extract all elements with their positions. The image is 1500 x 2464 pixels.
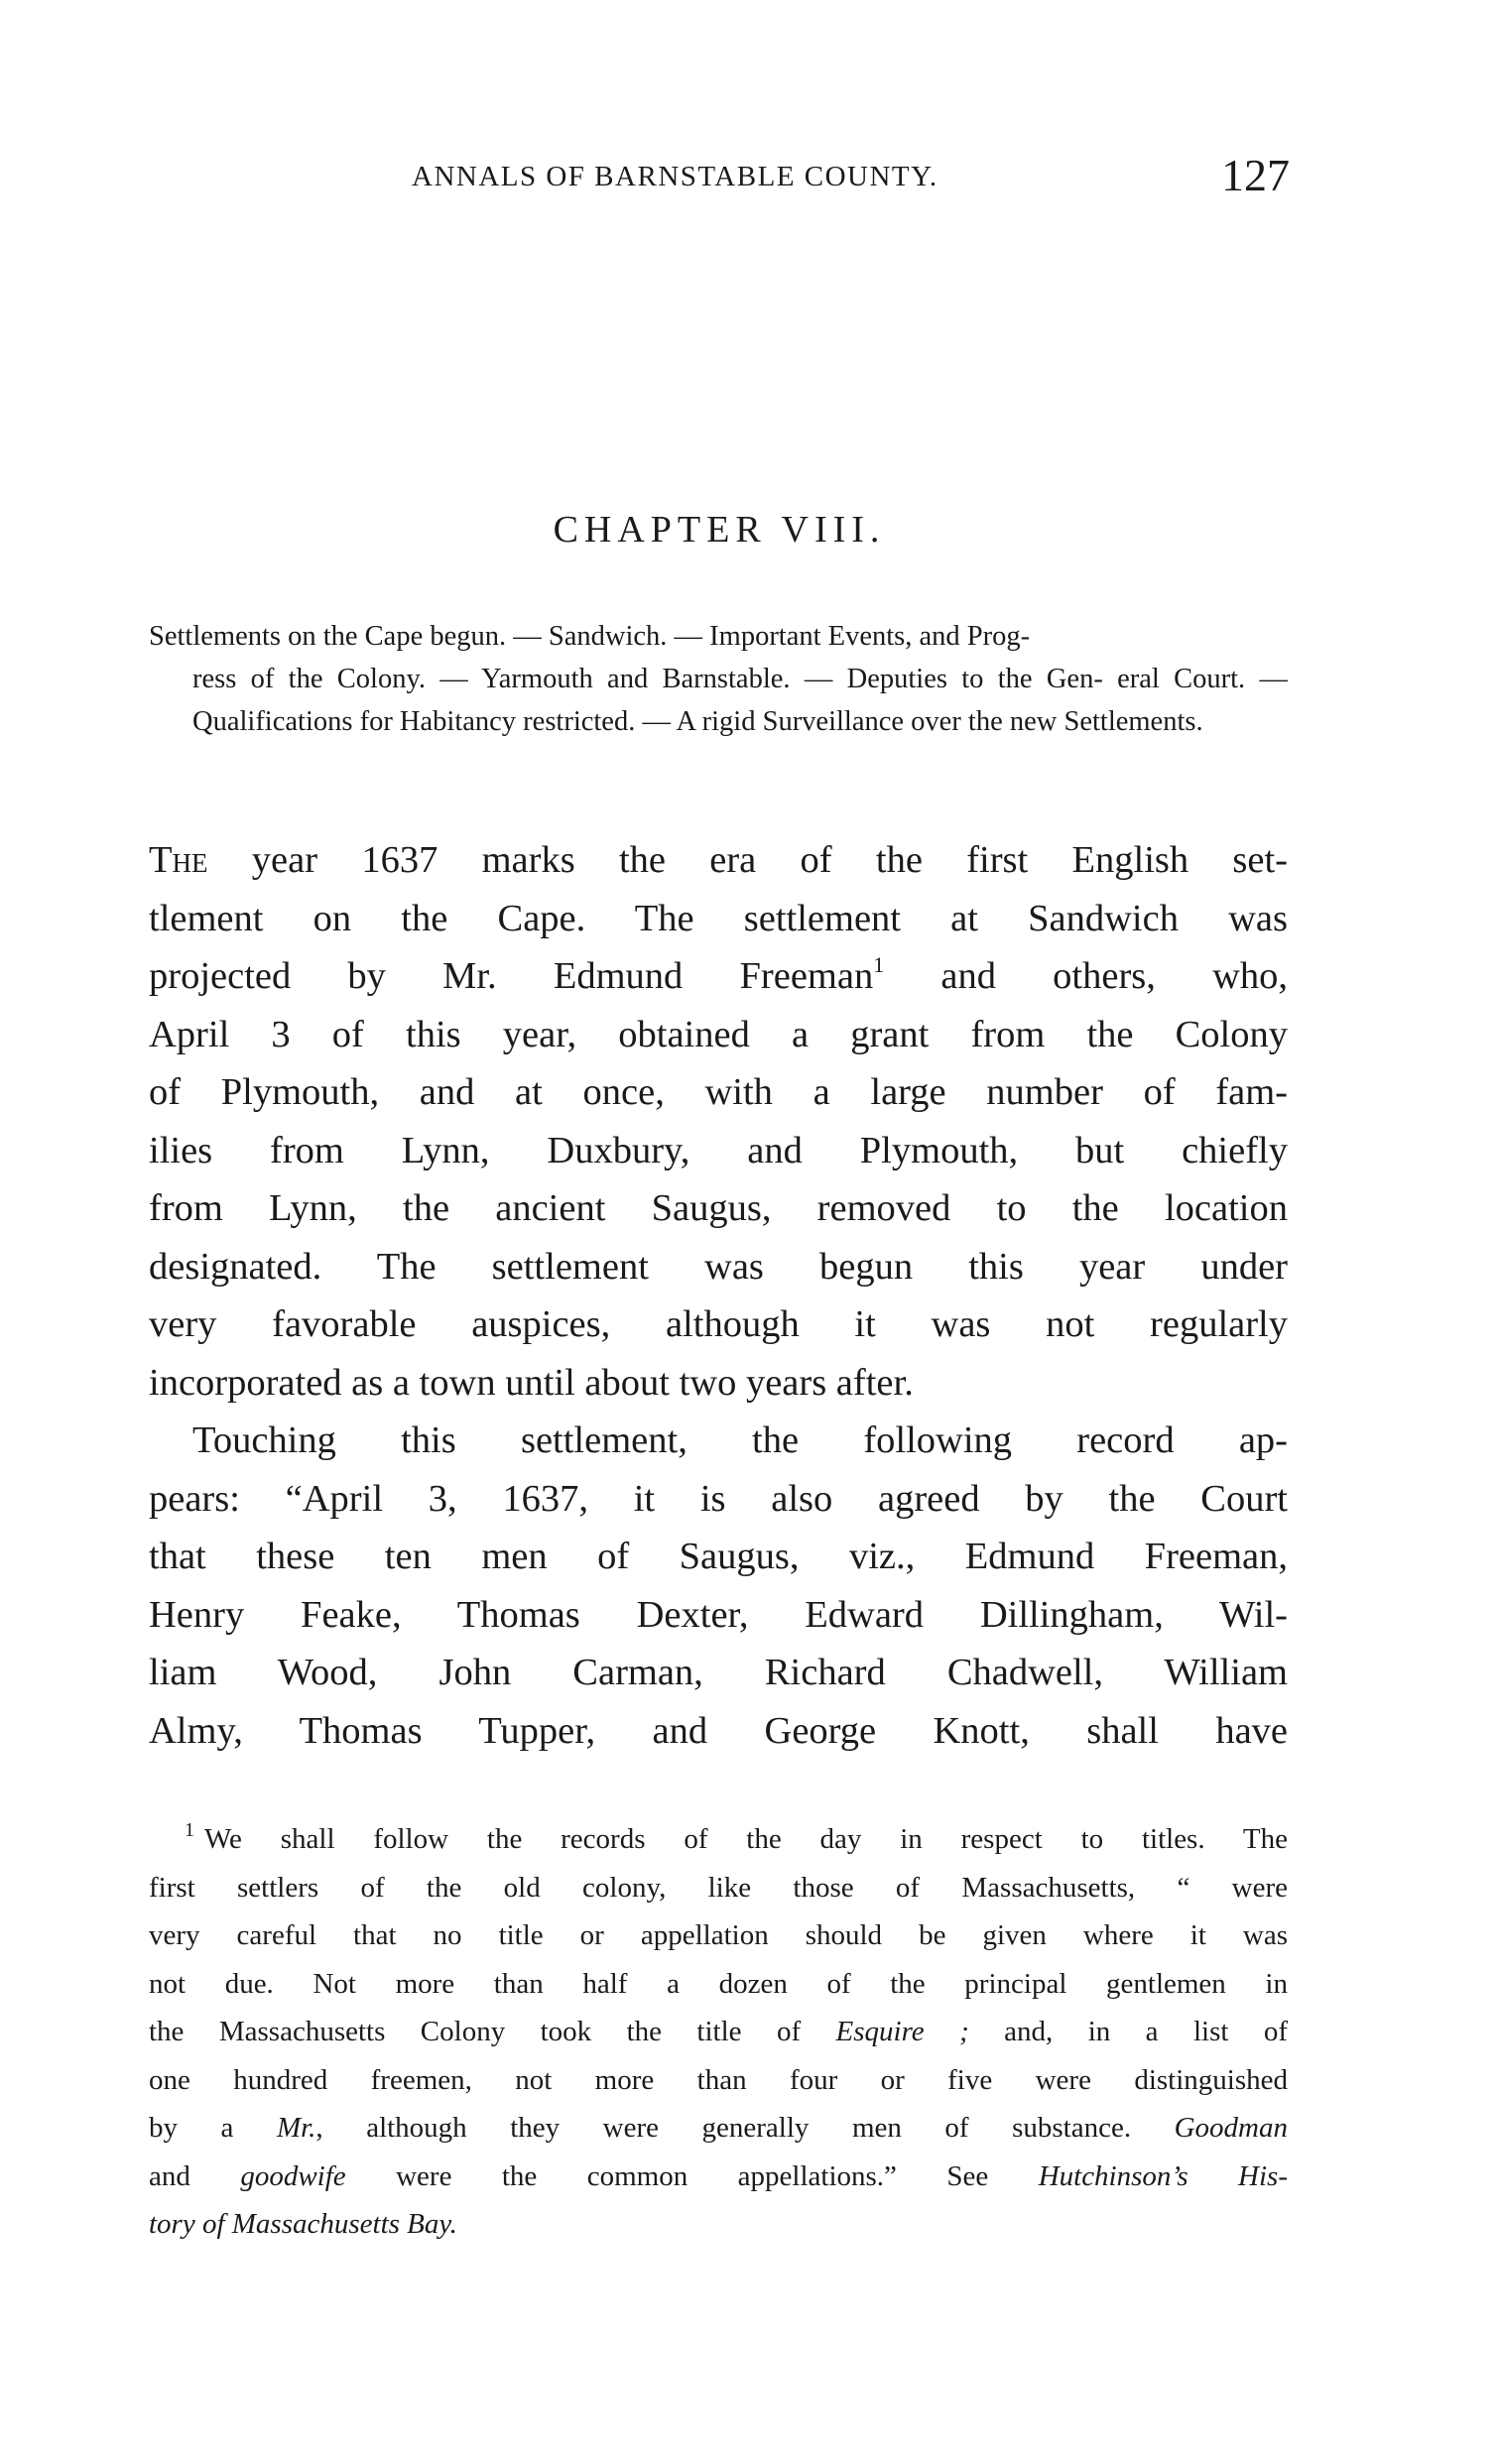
body-line: Henry Feake, Thomas Dexter, Edward Dillingham, Wil- xyxy=(149,1593,1288,1636)
body-text xyxy=(149,831,1288,1760)
body-line: incorporated as a town until about two years after. xyxy=(149,1361,914,1404)
footnote-italic-text: Hutchinson’s His- xyxy=(1038,2159,1288,2192)
opening-word: The xyxy=(149,839,208,881)
chapter-heading: CHAPTER VIII. xyxy=(553,509,886,551)
summary-continuation xyxy=(149,658,1288,743)
footnote-line: not due. Not more than half a dozen of the principal gentlemen in xyxy=(149,1967,1288,2000)
footnote-line xyxy=(149,1815,1288,1864)
footnote-line xyxy=(149,2104,1288,2153)
body-line: very favorable auspices, although it was not regularly xyxy=(149,1303,1288,1345)
body-line: liam Wood, John Carman, Richard Chadwell, William xyxy=(149,1652,1288,1693)
body-line: designated. The settlement was begun this year under xyxy=(149,1245,1288,1288)
body-line-text: projected by Mr. Edmund Freeman xyxy=(149,955,874,997)
footnote-line: first settlers of the old colony, like those of Massachusetts, “ were xyxy=(149,1871,1288,1904)
footnote-italic-text: tory of Massachusetts Bay. xyxy=(149,2208,457,2240)
running-head xyxy=(149,149,1290,208)
footnote-line-text: and, in a list of xyxy=(968,2016,1288,2047)
footnote-line xyxy=(149,2153,1288,2201)
summary-line-text: over the new Settlements. xyxy=(911,706,1203,737)
body-line: tlement on the Cape. The settlement at Sandwich was xyxy=(149,897,1288,939)
footnote-line-text: We shall follow the records of the day in respect to titles. The xyxy=(204,1823,1288,1855)
footnote-line: one hundred freemen, not more than four or five were distinguished xyxy=(149,2063,1288,2096)
footnote-line-text: by a xyxy=(149,2112,277,2144)
summary-line-text: Settlements on the Cape begun. — Sandwich. — Important Events, and Prog- xyxy=(149,621,1031,652)
body-line: of Plymouth, and at once, with a large number of fam- xyxy=(149,1071,1288,1113)
running-title: ANNALS OF BARNSTABLE COUNTY. xyxy=(412,161,938,192)
footnote-line-text: , although they were generally men of substance. xyxy=(315,2112,1175,2144)
summary-line-text: ress of the Colony. — Yarmouth and Barnstable. — Deputies to the Gen- xyxy=(192,664,1103,694)
body-line: April 3 of this year, obtained a grant from the Colony xyxy=(149,1013,1288,1055)
footnote-reference[interactable]: 1 xyxy=(873,952,885,977)
footnote-italic-text: Mr. xyxy=(276,2112,316,2144)
footnote-line-text: and xyxy=(149,2159,241,2192)
body-line: Touching this settlement, the following record ap- xyxy=(192,1419,1288,1461)
footnote-line xyxy=(149,2200,1288,2249)
body-line: Almy, Thomas Tupper, and George Knott, shall have xyxy=(149,1709,1288,1752)
chapter-summary xyxy=(149,615,1288,743)
footnote-line: very careful that no title or appellation should be given where it was xyxy=(149,1919,1288,1951)
footnote-line-text: were the common appellations.” See xyxy=(345,2159,1039,2192)
body-line: pears: “April 3, 1637, it is also agreed by the Court xyxy=(149,1477,1288,1520)
body-line: ilies from Lynn, Duxbury, and Plymouth, but chiefly xyxy=(149,1129,1288,1171)
footnote-line xyxy=(149,2008,1288,2056)
page-number: 127 xyxy=(1221,150,1290,200)
footnote-italic-text: goodwife xyxy=(240,2159,346,2192)
body-line-text: and others, who, xyxy=(884,955,1288,997)
summary-line xyxy=(149,615,1288,658)
body-line: from Lynn, the ancient Saugus, removed to the location xyxy=(149,1187,1288,1229)
body-line: that these ten men of Saugus, viz., Edmund Freeman, xyxy=(149,1536,1288,1577)
body-line-text: year 1637 marks the era of the first English set- xyxy=(207,839,1288,881)
footnote-italic-text: Esquire ; xyxy=(835,2016,969,2047)
body-line xyxy=(149,947,1288,1006)
summary-line-text: eral Court. — Qualifications for Habitancy restricted. — A rigid Surveillance xyxy=(192,664,1288,737)
footnote-line-text: the Massachusetts Colony took the title of xyxy=(149,2016,836,2047)
footnote-italic-text: Goodman xyxy=(1174,2112,1288,2144)
body-line xyxy=(149,831,1288,890)
footnote xyxy=(149,1815,1288,2249)
footnote-marker: 1 xyxy=(185,1819,194,1841)
